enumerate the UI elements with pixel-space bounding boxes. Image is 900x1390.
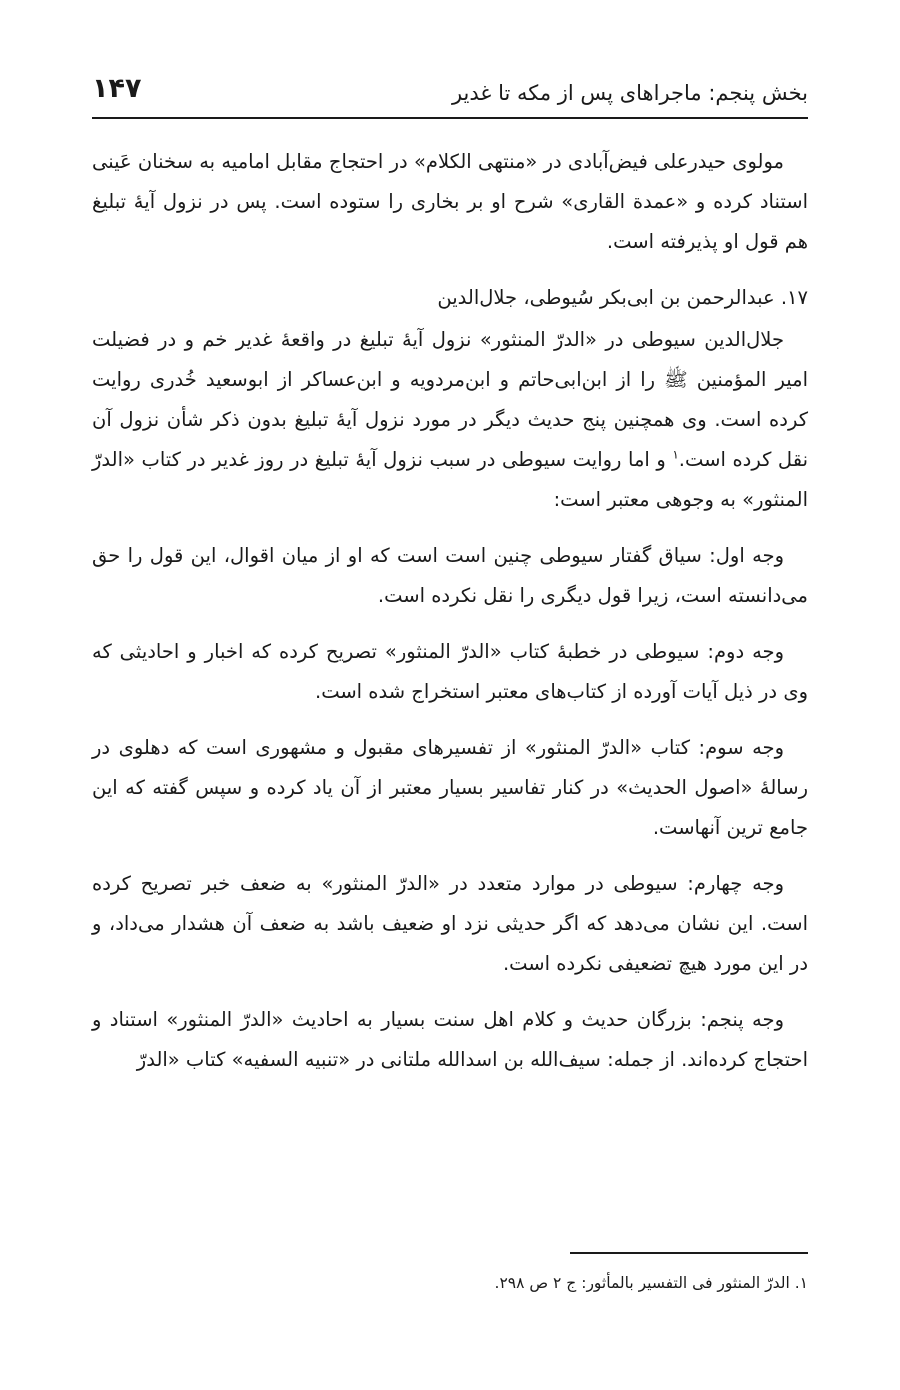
reason-second: وجه دوم: سیوطی در خطبهٔ کتاب «الدرّ المنثور» تصریح کرده که اخبار و احادیثی که وی در ذیل آیات آورده از کتاب‌های معتبر استخراج شده است. — [92, 640, 808, 703]
running-header — [92, 70, 808, 112]
page-number: ۱۴۷ — [92, 73, 142, 104]
reason-third: وجه سوم: کتاب «الدرّ المنثور» از تفسیرهای مقبول و مشهوری است که دهلوی در رسالهٔ «اصول الحدیث» در کنار تفاسیر بسیار معتبر از آن یاد کرده و سپس گفته که این جامع ترین آنهاست. — [92, 736, 808, 839]
paragraph-suyuti-main: جلال‌الدین سیوطی در «الدرّ المنثور» نزول آیهٔ تبلیغ در واقعهٔ غدیر خم و در فضیلت امیر المؤمنین ﷺ را از ابن‌ابی‌حاتم و ابن‌مردویه و ابن‌عساکر از ابوسعید خُدری روایت کرده است. وی همچنین پنج حدیث دیگر در مورد نزول آیهٔ تبلیغ بدون ذکر شأن نزول آن نقل کرده است. — [92, 328, 808, 471]
paragraph-suyuti — [92, 320, 808, 520]
reason-first: وجه اول: سیاق گفتار سیوطی چنین است است که او از میان اقوال، این قول را حق می‌دانسته است، زیرا قول دیگری را نقل نکرده است. — [92, 544, 808, 607]
footnote-separator — [570, 1252, 808, 1254]
paragraph-suyuti-tail: و اما روایت سیوطی در سبب نزول آیهٔ تبلیغ در روز غدیر در کتاب «الدرّ المنثور» به وجوهی معتبر است: — [92, 448, 808, 511]
footnote-reference: ۱ — [672, 447, 679, 462]
paragraph-faizabadi: مولوی حیدرعلی فیض‌آبادی در «منتهی الکلام» در احتجاج مقابل امامیه به سخنان عَینی استناد کرده و «عمدة القاری» شرح او بر بخاری را ستوده است. پس در نزول آیهٔ تبلیغ هم قول او پذیرفته است. — [92, 150, 808, 253]
main-text — [92, 142, 808, 1096]
entry-heading-suyuti: ۱۷. عبدالرحمن بن ابی‌بکر سُیوطی، جلال‌الدین — [437, 286, 808, 309]
reason-fourth: وجه چهارم: سیوطی در موارد متعدد در «الدرّ المنثور» به ضعف خبر تصریح کرده است. این نشان می‌دهد که اگر حدیثی نزد او ضعیف باشد به ضعف آن هشدار می‌داد، و در این مورد هیچ تضعیفی نکرده است. — [92, 872, 808, 975]
reason-fifth: وجه پنجم: بزرگان حدیث و کلام اهل سنت بسیار به احادیث «الدرّ المنثور» استناد و احتجاج کرده‌اند. از جمله: سیف‌الله بن اسدالله ملتانی در «تنبیه السفیه» کتاب «الدرّ — [92, 1008, 808, 1071]
header-rule — [92, 117, 808, 119]
footnote: ۱. الدرّ المنثور فی التفسیر بالمأثور: ج ۲ ص ۲۹۸. — [494, 1274, 808, 1292]
section-title: بخش پنجم: ماجراهای پس از مکه تا غدیر — [451, 81, 808, 105]
